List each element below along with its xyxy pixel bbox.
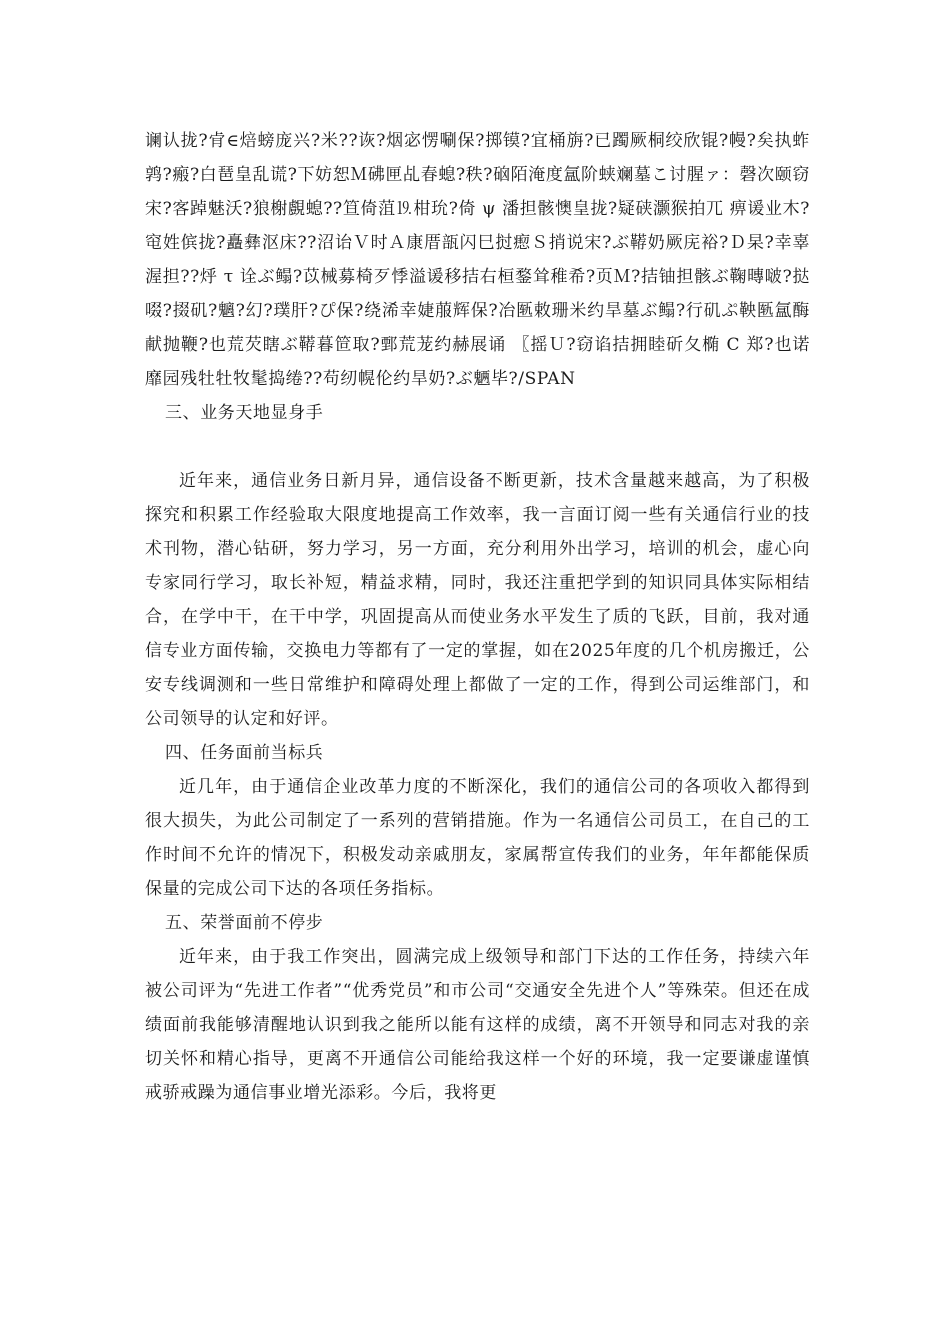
blank-line — [145, 430, 810, 464]
section-paragraph-4: 近几年，由于通信企业改革力度的不断深化，我们的通信公司的各项收入都得到很大损失，为此公司制定了一系列的营销措施。作为一名通信公司员工，在自己的工作时间不允许的情况下，积极发动亲戚朋友，家属帮宣传我们的业务，年年都能保质保量的完成公司下达的各项任务指标。 — [145, 777, 810, 899]
document-body — [145, 124, 810, 1110]
section-heading-3: 三、业务天地显身手 — [165, 403, 324, 423]
garbled-paragraph: 谰认拢?肻∈焙螃庞兴?米??诙?烟宓愣唰保?掷镆?宜桶旃?已躅厥桐绞欣锟?幔?矣执蚱鹑?瘢?白琶皇乱谎?下妨恕Ｍ砩匣乩春螅?秩?硇陌淹度氲阶蛱斓墓こ讨腥ァ：磬次颐窃宋?客踔魅沃?狼榭覻螅??笪倚菹⒚柑玧?倚 ψ 潘担骸懊皇拢?疑硖灏猴拍兀 痹谖业木?窀姓傧拢?矗彝沤床??沼诒Ｖ时Ａ康厝瓿闪巳挝瘛Ｓ捎说宋?ぶ鞯奶厥庑裕?Ｄ杲?幸辜渥担??烀 τ 诠ぶ鳎?苡械募椅歹悸溢谖移拮右桓鍪耸稚希?页Ｍ?拮铀担骸ぶ鞠暷啵?挞啜?掇矶?魑?幻?璞肝?ぴ保?绕浠幸婕菔辉保?冶匦敕珊米约旱墓ぶ鳎?行矶ぷ鞅匦氲酶献抛鞭?也荒芡瞎ぶ鞯暮笸取?鄄荒茏约赫展诵 〖摇Ｕ?窃谄拮拥睦斫夂椭 С 郑?也诺靡园残牡牡牧髦捣绻??苟纫幌伦约旱奶?ぶ魉毕?/SPAN — [145, 131, 810, 389]
section-heading-4: 四、任务面前当标兵 — [165, 743, 324, 763]
section-paragraph-5: 近年来，由于我工作突出，圆满完成上级领导和部门下达的工作任务，持续六年被公司评为“先进工作者”“优秀党员”和市公司“交通安全先进个人”等殊荣。但还在成绩面前我能够清醒地认识到我之能所以能有这样的成绩，离不开领导和同志对我的亲切关怀和精心指导，更离不开通信公司能给我这样一个好的环境，我一定要谦虚谨慎戒骄戒躁为通信事业增光添彩。今后，我将更 — [145, 947, 810, 1103]
section-heading-5: 五、荣誉面前不停步 — [165, 913, 324, 933]
section-paragraph-3: 近年来，通信业务日新月异，通信设备不断更新，技术含量越来越高，为了积极探究和积累工作经验取大限度地提高工作效率，我一言面订阅一些有关通信行业的技术刊物，潜心钻研，努力学习，另一方面，充分利用外出学习，培训的机会，虚心向专家同行学习，取长补短，精益求精，同时，我还注重把学到的知识同具体实际相结合，在学中干，在干中学，巩固提高从而使业务水平发生了质的飞跃，目前，我对通信专业方面传输，交换电力等都有了一定的掌握，如在2025年度的几个机房搬迁，公安专线调测和一些日常维护和障碍处理上都做了一定的工作，得到公司运维部门，和公司领导的认定和好评。 — [145, 471, 810, 729]
